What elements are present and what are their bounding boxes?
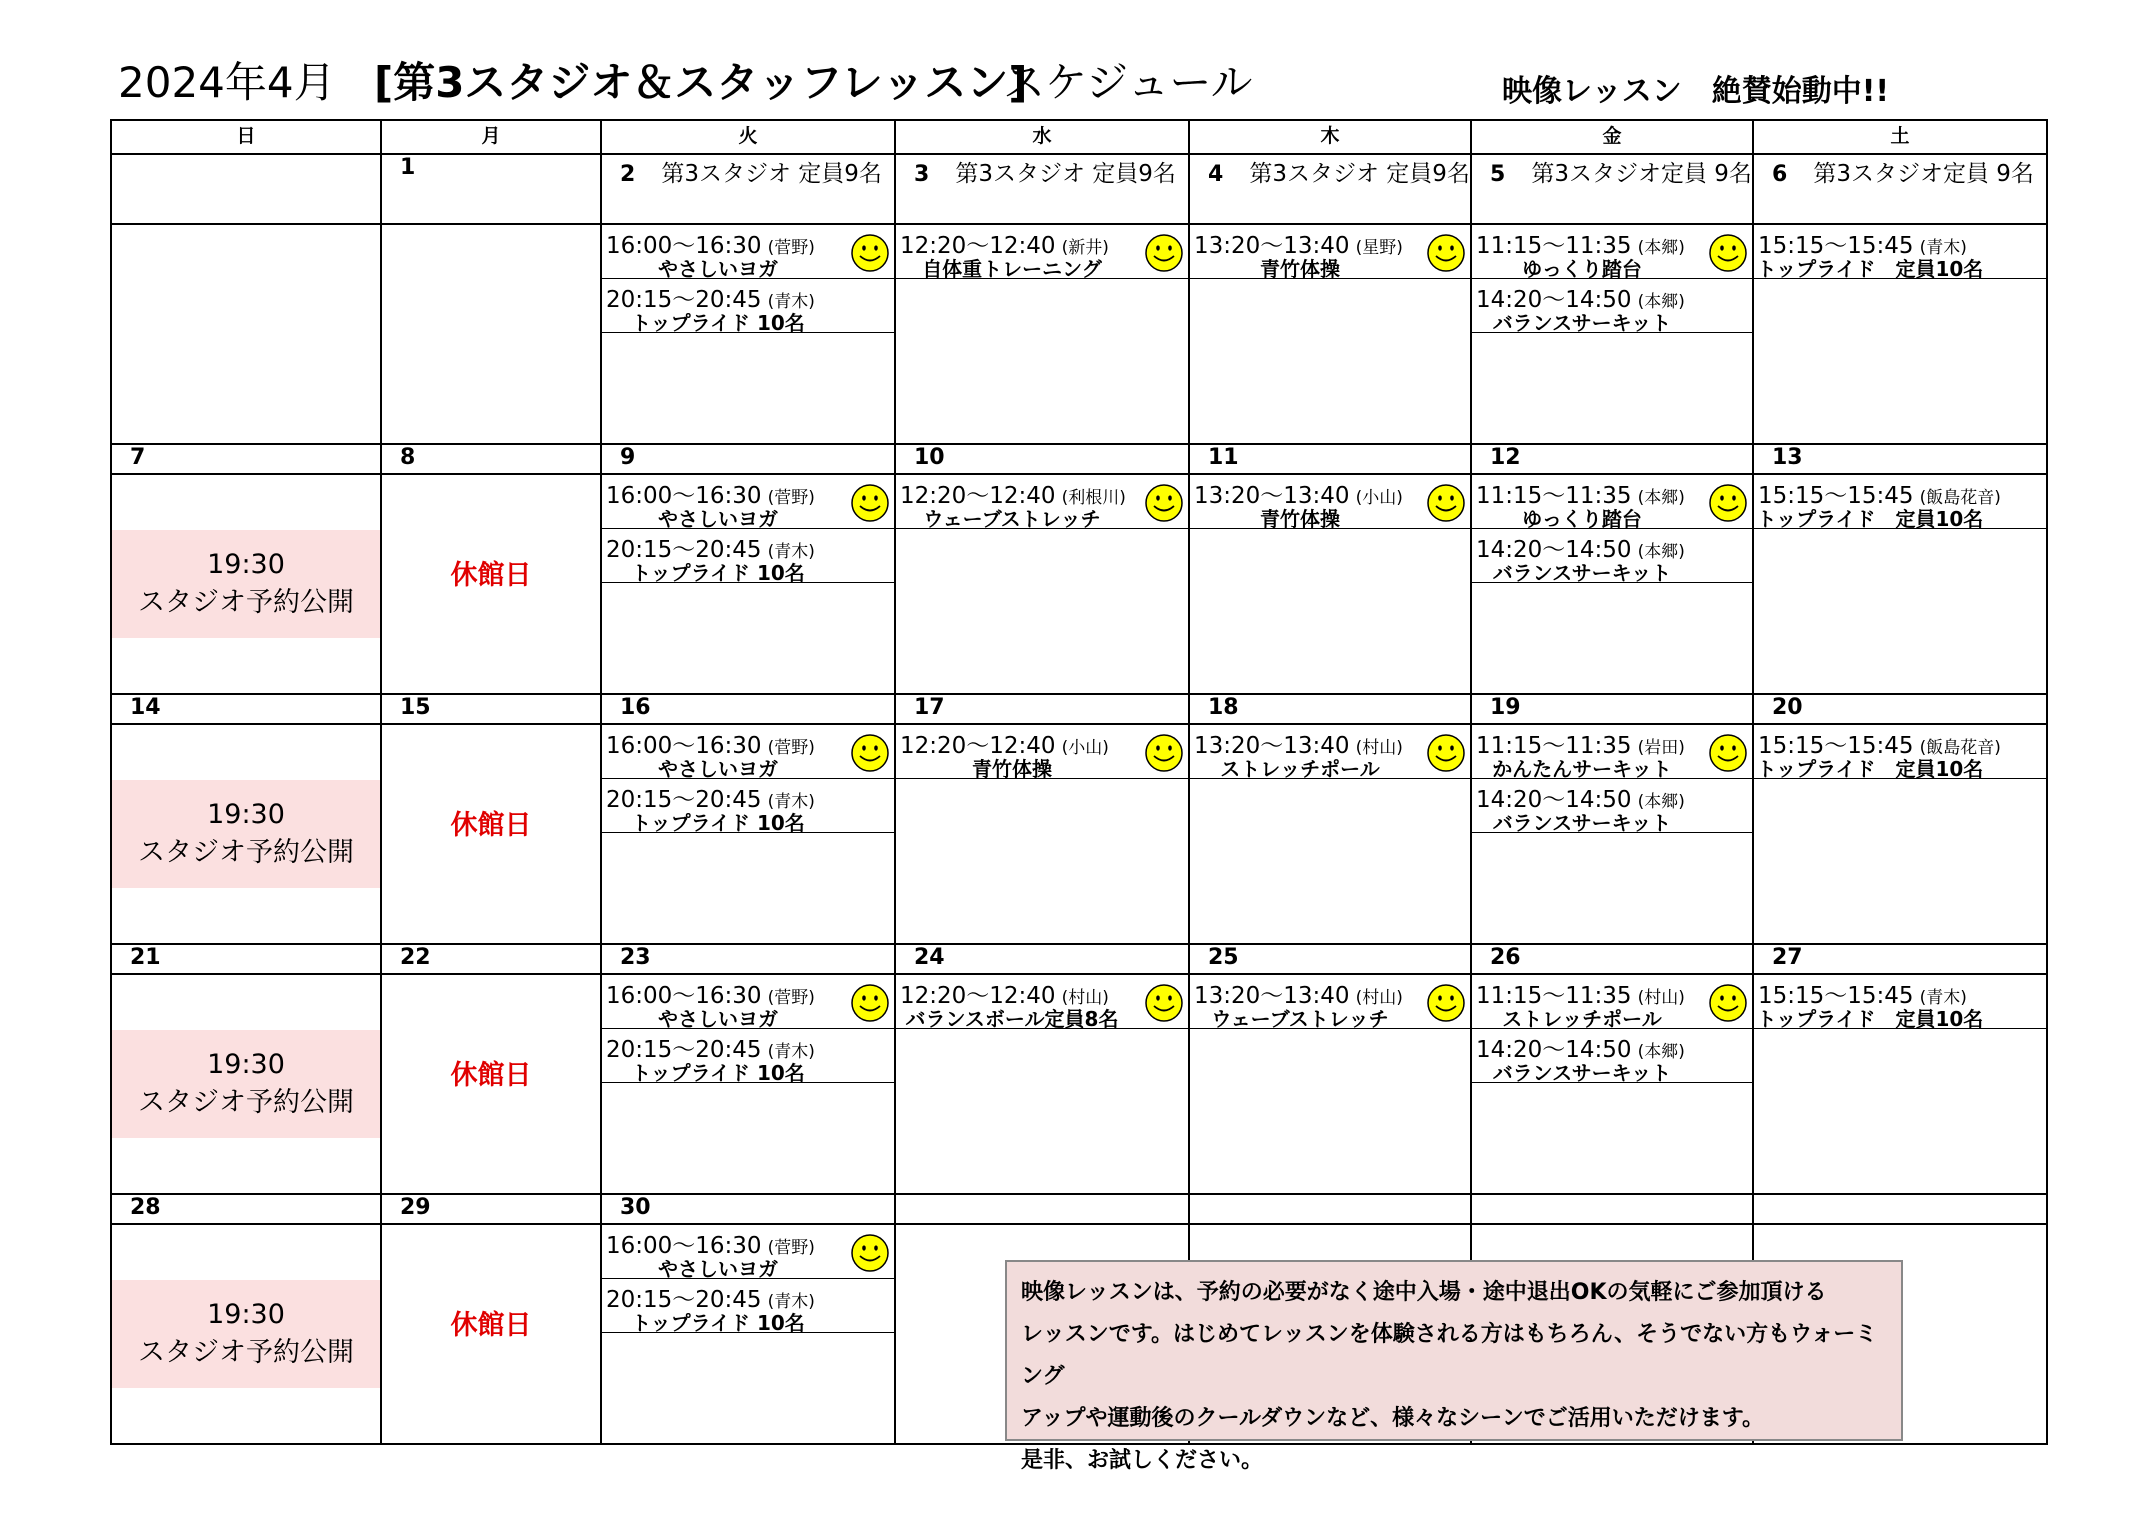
day-number: 13 [1772,445,1803,470]
date-cell [381,444,601,474]
page-title: 2024年4月 [118,58,336,107]
lesson-time-range: 16:00〜16:30 [606,733,762,759]
smiley-icon [1144,233,1184,273]
booking-label: スタジオ予約公開 [138,1337,354,1368]
booking-time: 19:30 [207,1299,285,1330]
video-lesson-note [1005,1260,1903,1473]
date-row [111,444,2047,474]
lesson-slot [896,225,1188,279]
lesson-time-range: 14:20〜14:50 [1476,1037,1632,1063]
lesson-slot [896,975,1188,1029]
note-line: レッスンです。はじめてレッスンを体験される方はもちろん、そうでない方もウォーミング [1021,1322,1878,1389]
day-number: 7 [130,445,146,470]
lesson-slot [1472,779,1752,833]
studio-capacity: 第3スタジオ定員 9名 [1531,161,1752,187]
lesson-time-range: 13:20〜13:40 [1194,233,1350,259]
lesson-slot [1190,725,1470,779]
lesson-instructor: (本郷) [1637,1042,1685,1062]
lesson-time-range: 11:15〜11:35 [1476,733,1632,759]
day-number: 27 [1772,945,1803,970]
lesson-slot [602,1279,894,1333]
lesson-slot [1472,1029,1752,1083]
lesson-name: 自体重トレーニング [922,257,1102,281]
date-cell [111,694,381,724]
lesson-time-range: 12:20〜12:40 [900,483,1056,509]
lesson-name: トップライド 10名 [631,1311,805,1335]
day-number: 23 [620,945,651,970]
lesson-instructor: (村山) [1061,988,1109,1008]
lesson-instructor: (青木) [767,1292,815,1312]
smiley-icon [850,1233,890,1273]
day-cell [111,474,381,694]
date-cell [1753,154,2047,224]
day-number [112,155,130,180]
lesson-slot [1754,475,2046,529]
lesson-row [111,474,2047,694]
lesson-row [111,974,2047,1194]
weekday-header: 火 [601,120,895,154]
day-number: 25 [1208,945,1239,970]
booking-label: スタジオ予約公開 [138,587,354,618]
booking-time: 19:30 [207,1049,285,1080]
note-line: 映像レッスンは、予約の必要がなく途中入場・途中退出OKの気軽にご参加頂ける [1021,1280,1827,1305]
date-cell [1189,694,1471,724]
lesson-name: 青竹体操 [1260,507,1340,531]
lesson-name: 青竹体操 [1260,257,1340,281]
date-row [111,154,2047,224]
booking-time: 19:30 [207,549,285,580]
day-cell [381,1224,601,1444]
date-cell [1189,944,1471,974]
day-cell [1189,724,1471,944]
lesson-slot [1472,279,1752,333]
smiley-icon [1144,733,1184,773]
smiley-icon [850,983,890,1023]
lesson-slot [602,725,894,779]
lesson-slot [1472,475,1752,529]
lesson-time-range: 15:15〜15:45 [1758,483,1914,509]
lesson-instructor: (村山) [1637,988,1685,1008]
date-cell [1471,154,1753,224]
lesson-instructor: (菅野) [767,1238,815,1258]
booking-label: スタジオ予約公開 [138,837,354,868]
date-row [111,944,2047,974]
lesson-name: ウェーブストレッチ [923,507,1101,531]
studio-capacity: 第3スタジオ 定員9名 [661,161,882,187]
day-number: 14 [130,695,161,720]
lesson-time-range: 11:15〜11:35 [1476,483,1632,509]
date-cell [381,944,601,974]
day-cell [1753,224,2047,444]
studio-booking-notice [112,1280,380,1388]
lesson-instructor: (菅野) [767,988,815,1008]
date-cell [895,154,1189,224]
lesson-instructor: (青木) [1919,238,1967,258]
day-number: 22 [400,945,431,970]
day-cell [601,224,895,444]
date-cell [1189,444,1471,474]
calendar-table [110,119,2048,1445]
day-cell [601,474,895,694]
smiley-icon [1708,733,1748,773]
day-number: 2 [620,162,636,187]
lesson-time-range: 11:15〜11:35 [1476,233,1632,259]
studio-booking-notice [112,1030,380,1138]
lesson-name: やさしいヨガ [658,757,778,781]
day-number: 6 [1772,162,1788,187]
day-cell [1189,974,1471,1194]
weekday-header: 金 [1471,120,1753,154]
day-cell [1753,474,2047,694]
smiley-icon [1426,483,1466,523]
lesson-instructor: (小山) [1061,738,1109,758]
lesson-time-range: 13:20〜13:40 [1194,483,1350,509]
date-cell [1471,694,1753,724]
day-cell [1753,724,2047,944]
date-cell [601,944,895,974]
date-cell [1471,444,1753,474]
day-number: 12 [1490,445,1521,470]
video-lesson-banner: 映像レッスン 絶賛始動中!! [1502,74,1890,109]
day-cell [381,474,601,694]
lesson-slot [602,475,894,529]
lesson-name: トップライド 定員10名 [1756,257,1984,281]
lesson-instructor: (菅野) [767,738,815,758]
weekday-header: 日 [111,120,381,154]
lesson-slot [602,1029,894,1083]
lesson-name: バランスサーキット [1492,311,1672,335]
studio-capacity: 第3スタジオ定員 9名 [1813,161,2034,187]
booking-time: 19:30 [207,799,285,830]
lesson-instructor: (小山) [1355,488,1403,508]
day-cell [1471,974,1753,1194]
day-number: 26 [1490,945,1521,970]
weekday-header-row [111,120,2047,154]
smiley-icon [1708,483,1748,523]
date-row [111,1194,2047,1224]
date-cell [1753,694,2047,724]
lesson-name: やさしいヨガ [658,1257,778,1281]
date-cell [1471,944,1753,974]
lesson-name: トップライド 10名 [631,311,805,335]
day-number: 5 [1490,162,1506,187]
studio-capacity: 第3スタジオ 定員9名 [1249,161,1470,187]
note-line: アップや運動後のクールダウンなど、様々なシーンでご活用いただけます。 [1021,1406,1764,1431]
lesson-name: ゆっくり踏台 [1522,257,1642,281]
lesson-name: ウェーブストレッチ [1211,1007,1389,1031]
weekday-header: 木 [1189,120,1471,154]
closed-day-label: 休館日 [450,560,532,591]
lesson-time-range: 14:20〜14:50 [1476,787,1632,813]
lesson-time-range: 20:15〜20:45 [606,1037,762,1063]
lesson-slot [602,279,894,333]
date-cell [111,444,381,474]
studio-booking-notice [112,530,380,638]
lesson-slot [1190,475,1470,529]
day-number: 3 [914,162,930,187]
lesson-time-range: 14:20〜14:50 [1476,537,1632,563]
lesson-slot [602,529,894,583]
smiley-icon [1708,983,1748,1023]
lesson-time-range: 15:15〜15:45 [1758,233,1914,259]
lesson-instructor: (利根川) [1061,488,1126,508]
day-cell [601,974,895,1194]
lesson-name: バランスサーキット [1492,561,1672,585]
day-number: 16 [620,695,651,720]
day-cell [601,724,895,944]
lesson-instructor: (本郷) [1637,238,1685,258]
date-cell [381,694,601,724]
day-cell [895,474,1189,694]
day-cell [601,1224,895,1444]
lesson-name: トップライド 10名 [631,561,805,585]
note-line: 是非、お試しください。 [1021,1448,1264,1473]
lesson-slot [1472,975,1752,1029]
date-cell [601,1194,895,1224]
lesson-time-range: 12:20〜12:40 [900,733,1056,759]
lesson-name: ゆっくり踏台 [1522,507,1642,531]
smiley-icon [850,483,890,523]
day-number [1190,1195,1208,1220]
lesson-slot [1472,529,1752,583]
lesson-instructor: (本郷) [1637,292,1685,312]
day-cell [381,974,601,1194]
date-cell [1753,944,2047,974]
day-cell [1189,224,1471,444]
smiley-icon [1708,233,1748,273]
day-cell [895,224,1189,444]
lesson-time-range: 15:15〜15:45 [1758,983,1914,1009]
booking-label: スタジオ予約公開 [138,1087,354,1118]
lesson-name: トップライド 定員10名 [1756,507,1984,531]
weekday-header: 月 [381,120,601,154]
lesson-name: ストレッチポール [1502,1007,1662,1031]
day-number: 29 [400,1195,431,1220]
date-cell [1189,154,1471,224]
lesson-time-range: 13:20〜13:40 [1194,983,1350,1009]
studio-booking-notice [112,780,380,888]
lesson-time-range: 14:20〜14:50 [1476,287,1632,313]
lesson-slot [1472,725,1752,779]
date-cell [381,154,601,224]
day-cell [895,724,1189,944]
lesson-time-range: 11:15〜11:35 [1476,983,1632,1009]
lesson-time-range: 16:00〜16:30 [606,983,762,1009]
date-cell [111,1194,381,1224]
date-cell [895,694,1189,724]
lesson-instructor: (村山) [1355,988,1403,1008]
day-number: 1 [400,155,416,180]
day-number: 10 [914,445,945,470]
smiley-icon [1144,483,1184,523]
date-cell [1189,1194,1471,1224]
lesson-slot [896,725,1188,779]
day-number [896,1195,914,1220]
lesson-instructor: (村山) [1355,738,1403,758]
date-cell [1753,444,2047,474]
lesson-time-range: 16:00〜16:30 [606,483,762,509]
day-number: 30 [620,1195,651,1220]
lesson-slot [1754,975,2046,1029]
day-cell [111,1224,381,1444]
lesson-time-range: 12:20〜12:40 [900,233,1056,259]
lesson-instructor: (新井) [1061,238,1109,258]
day-number: 18 [1208,695,1239,720]
weekday-header: 土 [1753,120,2047,154]
lesson-instructor: (本郷) [1637,488,1685,508]
day-cell [111,724,381,944]
date-cell [895,1194,1189,1224]
lesson-name: やさしいヨガ [658,1007,778,1031]
lesson-instructor: (青木) [1919,988,1967,1008]
lesson-name: やさしいヨガ [658,257,778,281]
day-number [1472,1195,1490,1220]
lesson-slot [1472,225,1752,279]
studio-capacity: 第3スタジオ 定員9名 [955,161,1176,187]
lesson-name: トップライド 10名 [631,811,805,835]
lesson-instructor: (青木) [767,542,815,562]
lesson-time-range: 12:20〜12:40 [900,983,1056,1009]
lesson-name: トップライド 定員10名 [1756,757,1984,781]
date-cell [1471,1194,1753,1224]
day-number: 8 [400,445,416,470]
date-cell [1753,1194,2047,1224]
date-row [111,694,2047,724]
day-number: 11 [1208,445,1239,470]
lesson-time-range: 20:15〜20:45 [606,1287,762,1313]
day-cell [1471,724,1753,944]
lesson-slot [1190,225,1470,279]
closed-day-label: 休館日 [450,810,532,841]
date-cell [111,154,381,224]
weekday-header: 水 [895,120,1189,154]
date-cell [895,944,1189,974]
date-cell [111,944,381,974]
date-cell [381,1194,601,1224]
smiley-icon [1426,233,1466,273]
studio-title: [第3スタジオ＆スタッフレッスン] [374,58,1028,107]
day-number: 19 [1490,695,1521,720]
day-number: 9 [620,445,636,470]
smiley-icon [1426,983,1466,1023]
lesson-name: かんたんサーキット [1492,757,1672,781]
day-number: 17 [914,695,945,720]
day-number: 15 [400,695,431,720]
lesson-instructor: (本郷) [1637,792,1685,812]
day-cell [1471,224,1753,444]
date-cell [895,444,1189,474]
lesson-time-range: 16:00〜16:30 [606,233,762,259]
lesson-name: トップライド 10名 [631,1061,805,1085]
day-cell [111,224,381,444]
day-cell [111,974,381,1194]
lesson-time-range: 15:15〜15:45 [1758,733,1914,759]
lesson-name: トップライド 定員10名 [1756,1007,1984,1031]
lesson-instructor: (本郷) [1637,542,1685,562]
day-cell [1753,974,2047,1194]
day-number: 24 [914,945,945,970]
lesson-name: バランスボール定員8名 [905,1007,1119,1031]
closed-day-label: 休館日 [450,1060,532,1091]
lesson-time-range: 20:15〜20:45 [606,287,762,313]
lesson-instructor: (青木) [767,1042,815,1062]
lesson-slot [602,225,894,279]
lesson-slot [1190,975,1470,1029]
smiley-icon [850,733,890,773]
day-cell [381,224,601,444]
lesson-name: バランスサーキット [1492,1061,1672,1085]
day-cell [895,974,1189,1194]
lesson-name: 青竹体操 [972,757,1052,781]
lesson-time-range: 20:15〜20:45 [606,787,762,813]
lesson-slot [1754,725,2046,779]
date-cell [601,694,895,724]
lesson-slot [896,475,1188,529]
lesson-instructor: (菅野) [767,238,815,258]
lesson-instructor: (飯島花音) [1919,488,2001,508]
lesson-slot [602,779,894,833]
day-number: 28 [130,1195,161,1220]
smiley-icon [1426,733,1466,773]
lesson-name: バランスサーキット [1492,811,1672,835]
day-number: 21 [130,945,161,970]
lesson-instructor: (岩田) [1637,738,1685,758]
lesson-row [111,224,2047,444]
lesson-name: ストレッチポール [1220,757,1380,781]
day-number: 20 [1772,695,1803,720]
lesson-instructor: (菅野) [767,488,815,508]
lesson-time-range: 13:20〜13:40 [1194,733,1350,759]
lesson-slot [1754,225,2046,279]
smiley-icon [1144,983,1184,1023]
lesson-row [111,724,2047,944]
smiley-icon [850,233,890,273]
closed-day-label: 休館日 [450,1310,532,1341]
date-cell [601,444,895,474]
day-cell [1471,474,1753,694]
lesson-time-range: 16:00〜16:30 [606,1233,762,1259]
day-number: 4 [1208,162,1224,187]
date-cell [601,154,895,224]
lesson-instructor: (星野) [1355,238,1403,258]
lesson-instructor: (青木) [767,292,815,312]
lesson-instructor: (飯島花音) [1919,738,2001,758]
day-cell [1189,474,1471,694]
day-cell [381,724,601,944]
day-number [1754,1195,1772,1220]
lesson-name: やさしいヨガ [658,507,778,531]
lesson-time-range: 20:15〜20:45 [606,537,762,563]
lesson-slot [602,1225,894,1279]
lesson-instructor: (青木) [767,792,815,812]
schedule-label: スケジュール [1003,58,1253,107]
lesson-slot [602,975,894,1029]
